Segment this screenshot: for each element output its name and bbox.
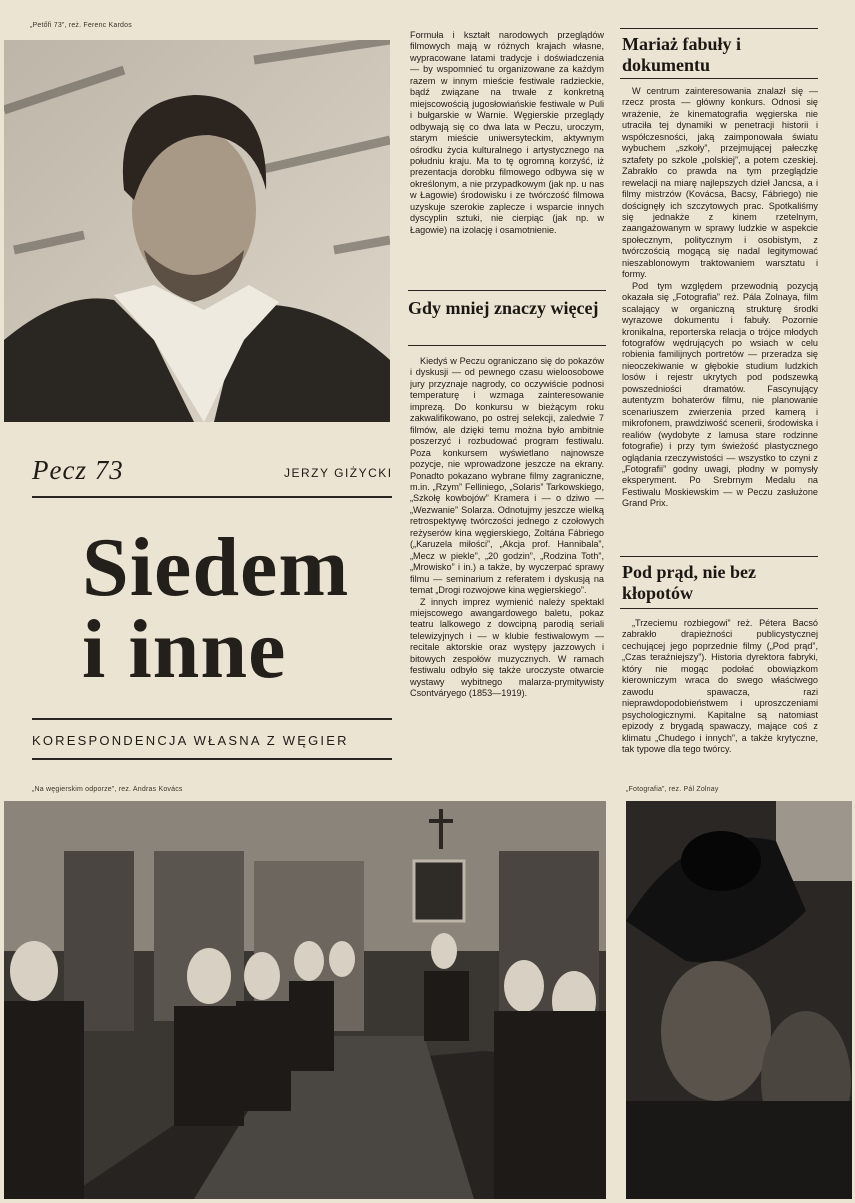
camera-illustration <box>626 801 852 1199</box>
headline-line1: Siedem <box>82 521 350 614</box>
portrait-photo <box>4 40 390 422</box>
meeting-illustration <box>4 801 606 1199</box>
intro-text <box>410 30 604 274</box>
right-body-1 <box>622 86 818 550</box>
section-kicker: Pecz 73 <box>32 455 124 485</box>
caption-na-wegierskim: „Na węgierskim odporze”, rez. Andras Kovács <box>32 786 183 793</box>
caption-petofi: „Petőfi 73”, reż. Ferenc Kardos <box>30 22 132 29</box>
right-paragraph-2: Pod tym względem przewodnią pozycją okazała się „Fotografia” reż. Pála Zolnaya, film scalający w organiczną strukturę środki wyrazowe dokumentu i fabuły. Pozornie kronikalna, reporterska relacja o trójce młodych fotografów wędrujących po wsiach w celu robienia familijnych portretów — przeradza się nieoczekiwanie w głębokie studium ludzkich losów i rejestr ukrytych pod podszewką powszedniości dramatów. Fascynujący autentyzm bohaterów filmu, nie planowanie scenariuszem zwierzenia przed kamerą i mikrofonem, prawdziwość scenerii, środowiska i realiów (wydobyte z lamusa stare rodzinne fotografie) i przy tym świeżość plastycznego oglądania rzeczywistości — wszystko to czyni z „Fotografii” godny uwagi, płodny w pomysły eksperyment. Po Srebrnym Medalu na Festiwalu Moskiewskim — w Peczu zasłużone Grand Prix. <box>622 280 818 509</box>
camera-photo <box>626 801 852 1199</box>
middle-paragraph-1: Kiedyś w Peczu ograniczano się do pokazów i dyskusji — od pewnego czasu wieloosobowe jury przyznaje nagrody, co oczywiście podnosi temperaturę i wzmaga zainteresowanie imprezą. Do konkursu w bieżącym roku zakwalifikowano, po ostrej selekcji, zaledwie 7 filmów, ale dzięki temu można było ambitnie poszerzyć i rozbudować program festiwalu. Poza konkursem wyświetlano najnowsze pozycje, nie wprowadzone jeszcze na ekrany. Ponadto pokazano wybrane filmy zagraniczne, m.in. „Rzym” Felliniego, „Solaris” Tarkowskiego, „Szkołę kowbojów” Kramera i — o dziwo — „Wezwanie” Solarza. Odnotujmy jeszcze wielką retrospektywę twórczości jednego z czołowych reżyserów kina węgierskiego, Zoltána Fábriego („Karuzela miłości”, „Akcja prof. Hannibala”, „Mecz w piekle”, „20 godzin”, „Rodzina Toth”, „Mrowisko” i in.) a także, by wyczerpać sprawy filmu — seminarium z referatem i dyskusją na temat „Drogi rozwojowe kina węgierskiego”. <box>410 356 604 596</box>
caption-fotografia: „Fotografia”, rez. Pál Zolnay <box>626 786 719 793</box>
right-paragraph-3: „Trzeciemu rozbiegowi” reż. Pétera Bacsó zabrakło drapieżności publicystycznej cechującej jego poprzednie filmy („Pod prąd”, „Czas teraźniejszy”). Historia dyrektora fabryki, który nie mogąc podołać obowiązkom kierowniczym wraca do swego właściwego zawodu spawacza, razi nieprawdopodobieństwem i uproszczeniami psychologicznymi. Kapitalne są natomiast epizody z brygadą spawaczy, mające coś z klimatu „Chudego i innych”, a także krytyczne, tak typowe dla tego twórcy. <box>622 618 818 754</box>
subhead-pod-prad: Pod prąd, nie bez kłopotów <box>622 562 757 603</box>
article-strap: KORESPONDENCJA WŁASNA Z WĘGIER <box>32 733 349 748</box>
meeting-photo <box>4 801 606 1199</box>
right-paragraph-1: W centrum zainteresowania znalazł się — rzecz prosta — główny konkurs. Odnosi się wrażenie, że kinematografia węgierska nie utraciła tej dynamiki w penetracji historii i współczesności, jaką zaimponowała światu wybuchem „szkoły”, przejmującej pałeczkę sztafety po szkole „polskiej”, a potem czeskiej. Zabrakło co prawda na tym przeglądzie rewelacji na miarę najlepszych dzieł Jancsa, a i filmy mistrzów (Kovácsa, Bacsy, Fábriego) nie doścignęły ich szczytowych prac. Spotkaliśmy się jednakże z kinem rzetelnym, zaangażowanym w sprawy ludzkie w aspekcie społecznym, politycznym i osobistym, z twórczością mogącą się nadal legitymować nieszablonowym traktowaniem warsztatu i formy. <box>622 86 818 280</box>
middle-paragraph-2: Z innych imprez wymienić należy spektakl miejscowego awangardowego baletu, pokaz teatru lalkowego z dowcipną parodią seriali telewizyjnych i — w klubie festiwalowym — recitale aktorskie oraz występy jazzowych i bitowych zespołów muzycznych. W ramach festiwalu odbyło się także uroczyste otwarcie wystawy wybitnego malarza-prymitywisty Csontváryego (1853—1919). <box>410 596 604 699</box>
middle-body <box>410 356 604 762</box>
right-body-2 <box>622 618 818 764</box>
subhead-mariaz: Mariaż fabuły i dokumentu <box>622 34 741 75</box>
byline: JERZY GIŻYCKI <box>284 466 393 480</box>
portrait-illustration <box>4 40 390 422</box>
headline-line2: i inne <box>82 603 287 696</box>
intro-paragraph: Formuła i kształt narodowych przeglądów filmowych mają w różnych krajach własne, wypracowane latami tradycje i doświadczenia — by wspomnieć tu organizowane za każdym razem w innym mieście festiwale radzieckie, bądź związane na trwałe z konkretną miejscowością jugosłowiańskie festiwale w Puli i bułgarskie w Warnie. Węgierskie przeglądy odbywają się co dwa lata w Peczu, uroczym, starym mieście uniwersyteckim, aktywnym ośrodku życia kulturalnego i artystycznego na południu kraju. Ma to tę ogromną korzyść, iż prezentacja dorobku filmowego odbywa się w określonym, a nie przypadkowym (jak np. u nas w Łagowie) środowisku i ze twórczość filmowa uzyskuje szerokie zaplecze i wsparcie innych dyscyplin sztuki, nie cierpiąc (jak np. w Łagowie) na izolację i osamotnienie. <box>410 30 604 235</box>
subhead-gdy-mniej: Gdy mniej znaczy więcej <box>408 298 599 318</box>
